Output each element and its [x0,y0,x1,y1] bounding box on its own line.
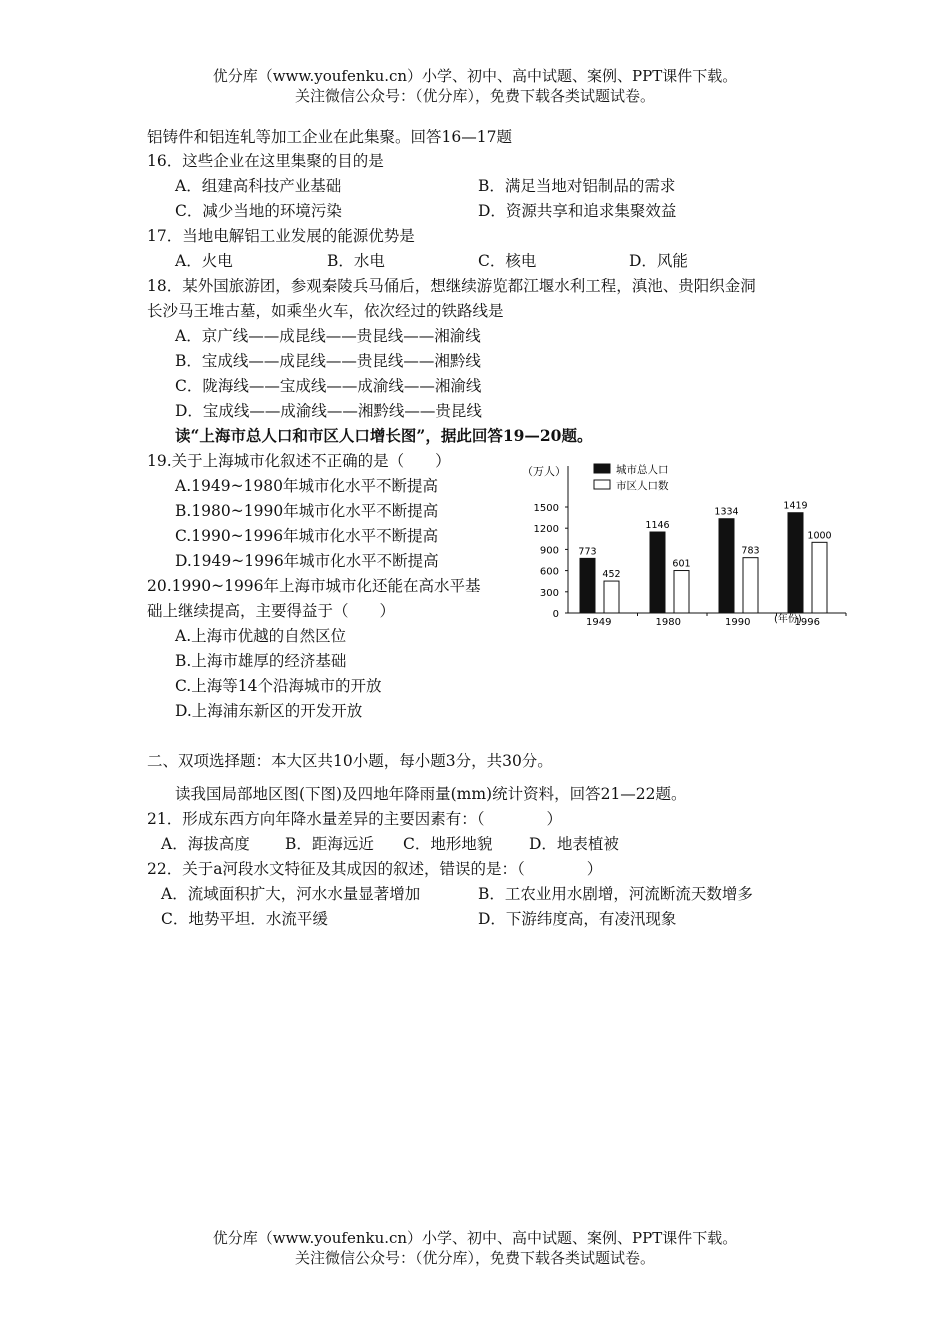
q20-option-c: C.上海等14个沿海城市的开放 [175,677,382,695]
chart-data-label: 452 [602,569,621,581]
q17-option-c: C．核电 [478,252,537,270]
q19-stem: 19.关于上海城市化叙述不正确的是（ ） [147,452,451,470]
q22-stem: 22．关于a河段水文特征及其成因的叙述，错误的是：（ ） [147,860,603,878]
chart-data-label: 1419 [783,500,808,512]
q20-option-b: B.上海市雄厚的经济基础 [175,652,347,670]
population-growth-chart [516,458,876,633]
chart-y-tick-label: 1200 [533,524,559,536]
chart-reading-prompt: 读“上海市总人口和市区人口增长图”，据此回答19—20题。 [175,426,593,445]
chart-bar [743,558,758,613]
q17-stem: 17．当地电解铝工业发展的能源优势是 [147,227,415,245]
q19-option-b: B.1980~1990年城市化水平不断提高 [175,502,439,520]
q16-option-a: A．组建高科技产业基础 [175,177,342,195]
chart-bar [580,558,595,613]
chart-legend-label: 城市总人口 [616,464,669,476]
q21-option-d: D．地表植被 [529,835,619,853]
q17-option-d: D．风能 [629,252,688,270]
chart-y-tick-label: 600 [539,566,559,578]
section-2-heading: 二、双项选择题：本大区共10小题，每小题3分，共30分。 [147,752,553,770]
chart-legend-swatch [594,464,610,473]
chart-category-label: 1996 [794,617,820,628]
chart-bar [650,532,665,613]
chart-bar [788,513,803,613]
header-line-2: 关注微信公众号：（优分库），免费下载各类试题试卷。 [294,87,655,105]
chart-data-label: 773 [578,546,597,558]
chart-y-tick-label: 1500 [533,503,559,514]
q18-option-d: D．宝成线——成渝线——湘黔线——贵昆线 [175,402,482,420]
chart-data-label: 1000 [807,530,832,542]
footer-line-1: 优分库（www.youfenku.cn）小学、初中、高中试题、案例、PPT课件下载。 [212,1229,738,1247]
q18-stem-line-2: 长沙马王堆古墓，如乘坐火车，依次经过的铁路线是 [147,302,504,320]
q20-stem-line-1: 20.1990~1996年上海市城市化还能在高水平基 [147,577,481,595]
q22-option-a: A．流域面积扩大，河水水量显著增加 [161,885,421,903]
chart-data-label: 601 [672,558,691,570]
q20-option-a: A.上海市优越的自然区位 [175,627,347,645]
q18-stem-line-1: 18．某外国旅游团，参观秦陵兵马俑后，想继续游览都江堰水利工程，滇池、贵阳织金洞 [147,277,756,295]
q17-option-b: B．水电 [327,252,385,270]
q19-option-a: A.1949~1980年城市化水平不断提高 [175,477,439,495]
q16-option-d: D．资源共享和追求集聚效益 [478,202,677,220]
chart-bar [604,581,619,613]
q18-option-b: B．宝成线——成昆线——贵昆线——湘黔线 [175,352,481,370]
q21-option-c: C．地形地貌 [403,835,493,853]
chart-category-label: 1980 [655,617,681,628]
q21-stem: 21．形成东西方向年降水量差异的主要因素有：（ ） [147,810,562,828]
chart-data-label: 1146 [645,520,670,532]
chart-category-label: 1990 [725,617,751,628]
q19-option-d: D.1949~1996年城市化水平不断提高 [175,552,439,570]
q22-option-c: C．地势平坦．水流平缓 [161,910,328,928]
q19-option-c: C.1990~1996年城市化水平不断提高 [175,527,439,545]
q18-option-a: A．京广线——成昆线——贵昆线——湘渝线 [175,327,481,345]
q21-option-b: B．距海远近 [285,835,374,853]
chart-y-tick-label: 0 [552,609,559,620]
chart-data-label: 1334 [714,506,739,518]
footer-line-2: 关注微信公众号：（优分库），免费下载各类试题试卷。 [294,1249,655,1267]
q20-option-d: D.上海浦东新区的开发开放 [175,702,363,720]
chart-category-label: 1949 [586,617,612,628]
q16-option-c: C．减少当地的环境污染 [175,202,342,220]
q22-option-b: B．工农业用水剧增，河流断流天数增多 [478,885,753,903]
chart-legend-swatch [594,480,610,489]
chart-y-tick-label: 300 [539,587,559,599]
q16-stem: 16．这些企业在这里集聚的目的是 [147,152,384,170]
q16-option-b: B．满足当地对铝制品的需求 [478,177,676,195]
intro-text: 铝铸件和铝连轧等加工企业在此集聚。回答16—17题 [147,128,512,146]
chart-legend-label: 市区人口数 [616,480,669,492]
chart-bar [812,542,827,613]
header-line-1: 优分库（www.youfenku.cn）小学、初中、高中试题、案例、PPT课件下载。 [212,67,738,85]
q22-option-d: D．下游纬度高，有凌汛现象 [478,910,677,928]
q17-option-a: A．火电 [175,252,233,270]
chart-bar [674,571,689,613]
chart-bar [719,519,734,613]
chart-x-unit: (年份) [774,614,802,625]
map-reading-prompt: 读我国局部地区图(下图)及四地年降雨量(mm)统计资料，回答21—22题。 [175,785,687,803]
chart-y-tick-label: 900 [539,545,559,557]
q18-option-c: C．陇海线——宝成线——成渝线——湘渝线 [175,377,482,395]
q20-stem-line-2: 础上继续提高，主要得益于（ ） [147,602,396,620]
chart-data-label: 783 [741,545,760,557]
q21-option-a: A．海拔高度 [161,835,250,853]
chart-y-unit: （万人） [522,465,566,478]
